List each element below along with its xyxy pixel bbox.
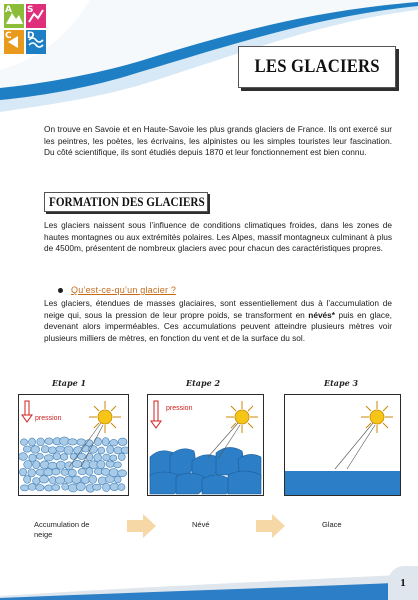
snow-ball	[28, 484, 36, 491]
snow-ball	[68, 439, 77, 445]
snow-ball	[114, 462, 122, 468]
glacier-text-before: Les glaciers, étendues de masses glaciaires, sont essentiellement dus à l’accumulation de neige qui, sous la pression de leur propre poids, se transforment en	[44, 298, 392, 320]
question-text: Qu’est-ce-qu’un glacier ?	[71, 285, 177, 295]
snow-balls	[19, 437, 128, 492]
snow-ball	[114, 476, 121, 483]
snow-ball	[52, 485, 60, 491]
snow-ball	[36, 484, 44, 491]
snow-ball	[72, 460, 82, 467]
snow-ball	[107, 445, 114, 453]
snow-ball	[52, 468, 60, 475]
neve-blocks	[150, 447, 261, 494]
snow-ball	[19, 453, 27, 461]
snow-ball	[78, 468, 86, 475]
logo-letter-d: D	[27, 31, 35, 41]
snow-ball	[78, 453, 86, 459]
logo-letter-c: C	[5, 31, 12, 41]
pressure-arrow-icon	[22, 401, 32, 422]
snow-ball	[39, 476, 48, 483]
snow-ball	[53, 453, 61, 460]
snow-ball	[41, 446, 49, 453]
intro-paragraph: On trouve en Savoie et en Haute-Savoie les plus grands glaciers de France. Ils ont exercé sur les peintres, les poètes, les écrivains, les alpinistes ou les simples touristes leur fascination. Du côté scientifique, ils sont étudiés depuis 1870 et leur fonctionnement est bien connu.	[44, 124, 392, 158]
stage-label-2: Etape 2	[186, 378, 221, 388]
snow-ball	[82, 445, 90, 452]
logo-block-c	[4, 30, 24, 54]
snow-ball	[37, 438, 45, 446]
snow-ball	[23, 446, 31, 452]
snow-ball	[45, 438, 53, 445]
snow-ball	[98, 447, 105, 454]
snow-ball	[94, 438, 101, 446]
section-heading-box	[44, 192, 208, 212]
logo-block-a	[4, 4, 24, 28]
snow-ball	[56, 446, 65, 452]
snow-ball	[36, 453, 43, 459]
ice-layer	[285, 471, 400, 495]
sun-icon	[335, 401, 393, 469]
snow-ball	[77, 439, 86, 446]
right-arrow-icon	[256, 513, 286, 539]
stage-1-panel	[18, 394, 129, 496]
snow-ball	[56, 461, 65, 469]
caption-stage-2: Névé	[192, 520, 210, 529]
snow-ball	[24, 476, 31, 484]
snow-ball	[102, 483, 110, 491]
snow-ball	[44, 455, 53, 461]
snow-ball	[29, 438, 36, 446]
snow-ball	[110, 483, 119, 491]
glacier-text-bold: névés*	[308, 309, 336, 320]
snow-ball	[118, 470, 127, 477]
pressure-label-1: pression	[35, 415, 62, 422]
logo-letter-s: S	[27, 5, 34, 15]
snow-ball	[60, 454, 67, 461]
snow-ball	[110, 455, 117, 461]
snow-ball	[61, 469, 69, 475]
bullet-icon	[58, 288, 63, 293]
caption-stage-1: Accumulation de neige	[34, 520, 90, 539]
snow-ball	[33, 461, 40, 469]
right-arrow-icon	[127, 513, 157, 539]
snow-ball	[62, 483, 69, 490]
snow-ball	[76, 482, 85, 490]
caption-stage-3: Glace	[322, 520, 342, 529]
snow-accumulation-illustration	[19, 395, 128, 495]
glacier-text-after: puis en glace, devenant alors imperméables. Ces accumulations peuvent atteindre plusieurs mètres voir plusieurs milliers de mètres, en fonction du vent et de la surface du sol.	[44, 309, 392, 343]
snow-ball	[93, 484, 102, 490]
pressure-arrow-icon	[151, 401, 161, 428]
snow-ball	[33, 478, 41, 485]
snow-ball	[102, 438, 109, 446]
formation-paragraph: Les glaciers naissent sous l’influence de conditions climatiques froides, dans les zones de hautes montagnes ou aux extrémités polaires. Les Alpes, massif montagneux culminant à plus de 4500m, présentent de nombreux glaciers avec pour chacun des caractéristiques propres.	[44, 220, 392, 254]
glacier-paragraph	[44, 298, 392, 344]
snow-ball	[68, 469, 76, 476]
question-heading	[58, 285, 176, 295]
footer-wave	[0, 570, 418, 600]
snow-ball	[86, 468, 93, 476]
stage-label-3: Etape 3	[324, 378, 359, 388]
page-number: 1	[388, 566, 418, 600]
snow-ball	[19, 468, 26, 476]
asc-logo	[4, 4, 48, 56]
section-heading: FORMATION DES GLACIERS	[49, 194, 205, 209]
logo-block-d	[26, 30, 46, 54]
snow-ball	[20, 439, 27, 446]
snow-ball	[121, 447, 128, 454]
snow-ball	[105, 476, 114, 483]
page-title: LES GLACIERS	[254, 56, 380, 77]
snow-ball	[118, 438, 127, 446]
stage-label-1: Etape 1	[52, 378, 87, 388]
snow-ball	[118, 453, 125, 460]
snow-ball	[24, 460, 32, 468]
snow-ball	[106, 461, 115, 467]
logo-letter-a: A	[5, 5, 12, 15]
snow-ball	[55, 477, 64, 484]
snow-ball	[31, 446, 40, 454]
pressure-label-2: pression	[166, 405, 193, 412]
ice-illustration	[285, 395, 400, 495]
snow-ball	[103, 454, 111, 461]
snow-ball	[89, 475, 97, 483]
page-title-box	[238, 46, 396, 88]
snow-ball	[86, 453, 93, 461]
snow-ball	[44, 469, 53, 476]
snow-ball	[101, 468, 110, 475]
snow-ball	[64, 446, 73, 454]
snow-ball	[118, 484, 125, 491]
stage-3-panel	[284, 394, 401, 496]
logo-block-s	[26, 4, 46, 28]
snow-ball	[97, 460, 105, 468]
stage-2-panel	[147, 394, 264, 496]
snow-ball	[20, 485, 28, 491]
